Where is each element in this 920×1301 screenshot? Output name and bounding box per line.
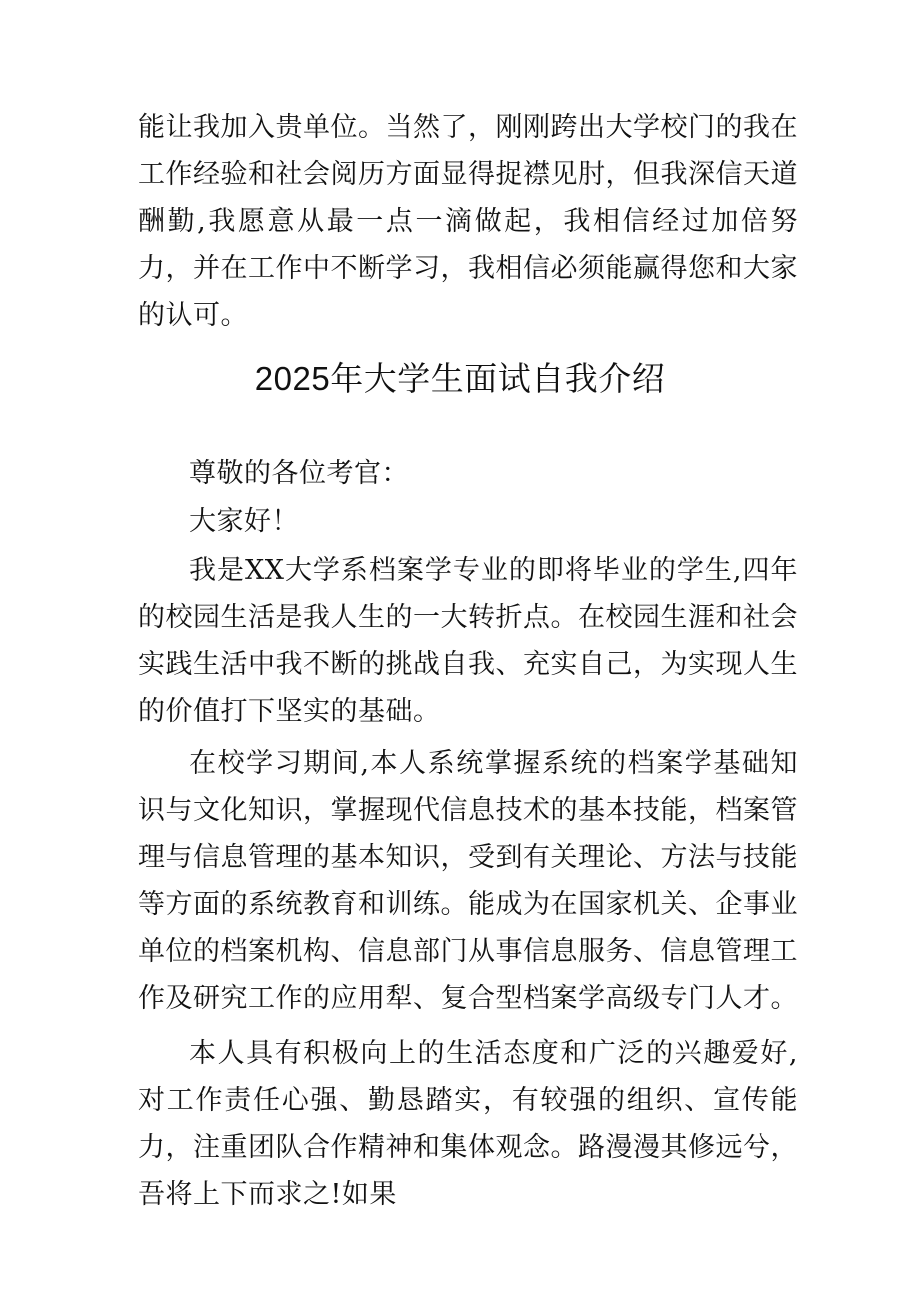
body-paragraph-2: 在校学习期间,本人系统掌握系统的档案学基础知识与文化知识，掌握现代信息技术的基本技能，档案管理与信息管理的基本知识，受到有关理论、方法与技能等方面的系统教育和训练。能成为在国家机关、企事业单位的档案机构、信息部门从事信息服务、信息管理工作及研究工作的应用犁、复合型档案学高级专门人才。 xyxy=(138,748,798,1014)
document-title: 2025年大学生面试自我介绍 xyxy=(254,360,666,397)
intro-paragraph: 能让我加入贵单位。当然了，刚刚跨出大学校门的我在工作经验和社会阅历方面显得捉襟见肘，但我深信天道酬勤,我愿意从最一点一滴做起，我相信经过加倍努力，并在工作中不断学习，我相信必须能赢得您和大家的认可。 xyxy=(138,112,798,331)
body-paragraph-3: 本人具有积极向上的生活态度和广泛的兴趣爱好,对工作责任心强、勤恳踏实，有较强的组织、宣传能力，注重团队合作精神和集体观念。路漫漫其修远兮，吾将上下而求之!如果 xyxy=(138,1038,798,1210)
salutation: 尊敬的各位考官： xyxy=(189,458,409,489)
body-paragraph-1: 我是XX大学系档案学专业的即将毕业的学生,四年的校园生活是我人生的一大转折点。在校园生涯和社会实践生活中我不断的挑战自我、充实自己，为实现人生的价值打下坚实的基础。 xyxy=(138,555,798,727)
greeting: 大家好！ xyxy=(189,506,299,537)
